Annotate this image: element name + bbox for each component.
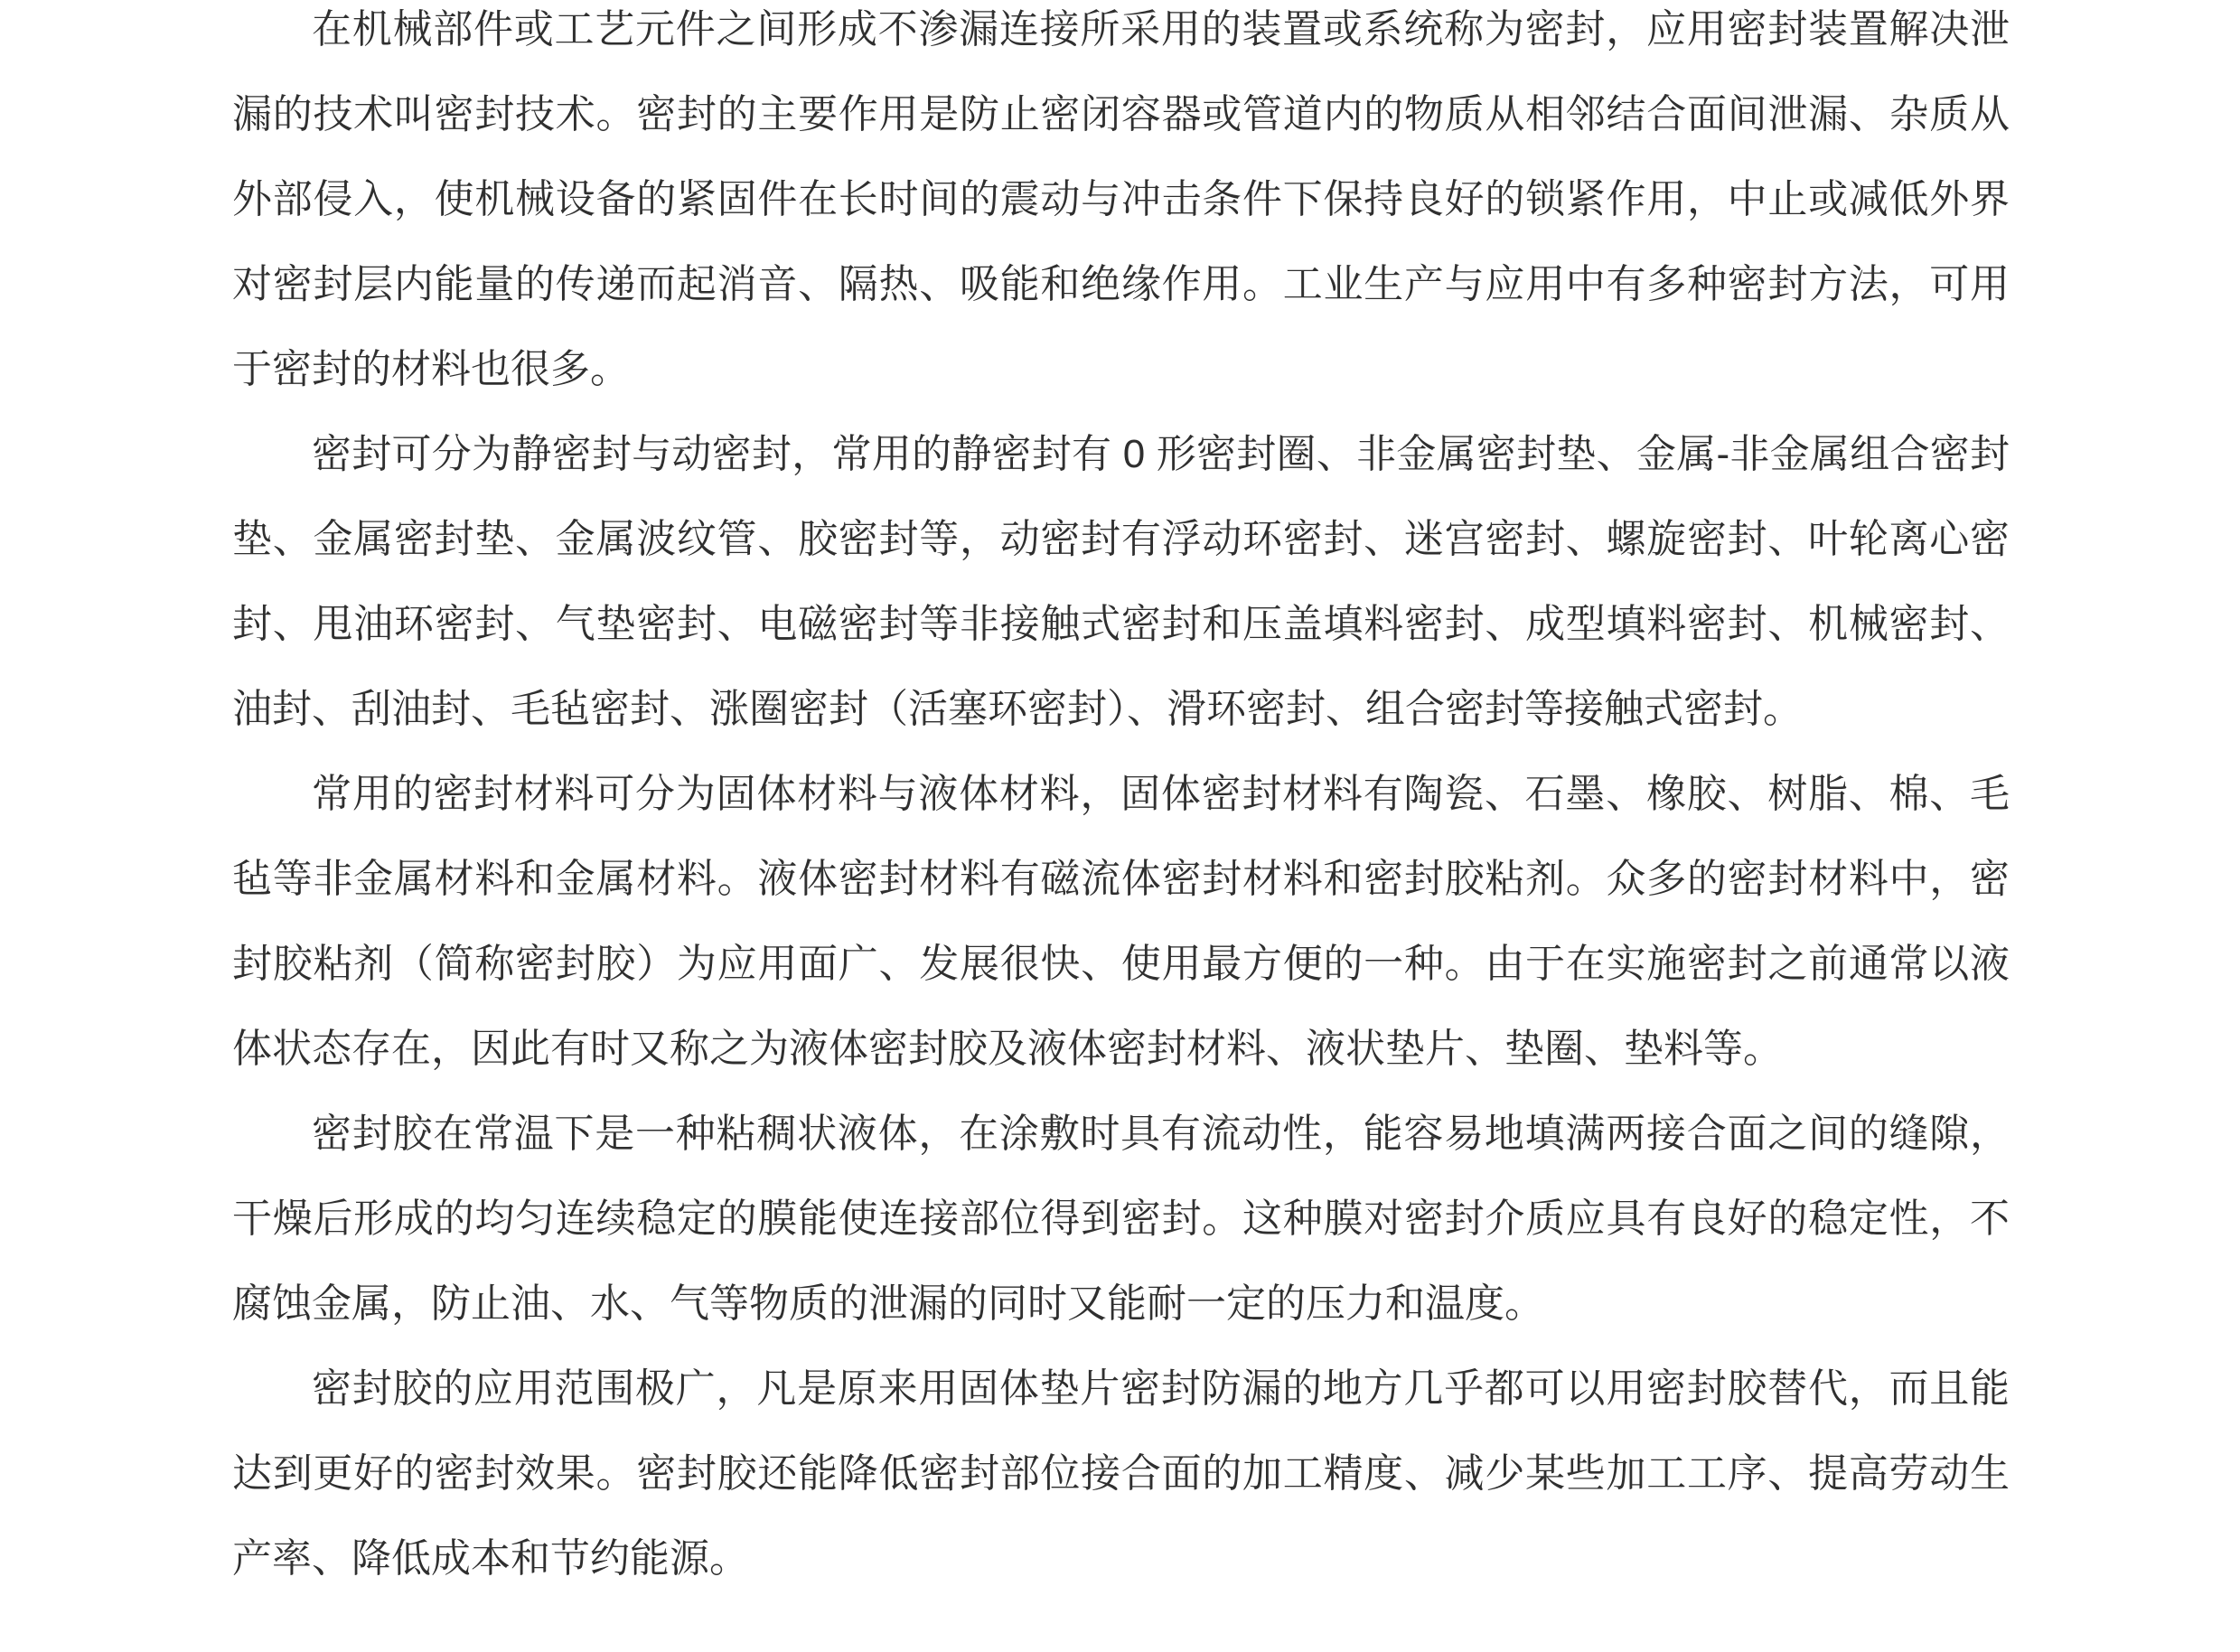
paragraph: 在机械部件或工艺元件之间形成不渗漏连接所采用的装置或系统称为密封，应用密封装置解决泄漏的技术叫密封技术。密封的主要作用是防止密闭容器或管道内的物质从相邻结合面间泄漏、杂质从外部侵入，使机械设备的紧固件在长时间的震动与冲击条件下保持良好的锁紧作用，中止或减低外界对密封层内能量的传递而起消音、隔热、吸能和绝缘作用。工业生产与应用中有多种密封方法，可用于密封的材料也很多。	[232, 7, 2010, 391]
paragraph: 密封胶在常温下是一种粘稠状液体，在涂敷时具有流动性，能容易地填满两接合面之间的缝隙，干燥后形成的均匀连续稳定的膜能使连接部位得到密封。这种膜对密封介质应具有良好的稳定性，不腐蚀金属，防止油、水、气等物质的泄漏的同时又能耐一定的压力和温度。	[232, 1112, 2010, 1326]
paragraph: 密封胶的应用范围极广，凡是原来用固体垫片密封防漏的地方几乎都可以用密封胶替代，而且能达到更好的密封效果。密封胶还能降低密封部位接合面的加工精度、减少某些加工工序、提高劳动生产率、降低成本和节约能源。	[232, 1366, 2010, 1581]
text-body	[232, 0, 2010, 1601]
paragraph: 密封可分为静密封与动密封，常用的静密封有 0 形密封圈、非金属密封垫、金属-非金属组合密封垫、金属密封垫、金属波纹管、胶密封等，动密封有浮动环密封、迷宫密封、螺旋密封、叶轮离心密封、甩油环密封、气垫密封、电磁密封等非接触式密封和压盖填料密封、成型填料密封、机械密封、油封、刮油封、毛毡密封、涨圈密封（活塞环密封）、滑环密封、组合密封等接触式密封。	[232, 432, 2010, 731]
paragraph: 常用的密封材料可分为固体材料与液体材料，固体密封材料有陶瓷、石墨、橡胶、树脂、棉、毛毡等非金属材料和金属材料。液体密封材料有磁流体密封材料和密封胶粘剂。众多的密封材料中，密封胶粘剂（简称密封胶）为应用面广、发展很快、使用最方便的一种。由于在实施密封之前通常以液体状态存在，因此有时又称之为液体密封胶及液体密封材料、液状垫片、垫圈、垫料等。	[232, 772, 2010, 1071]
